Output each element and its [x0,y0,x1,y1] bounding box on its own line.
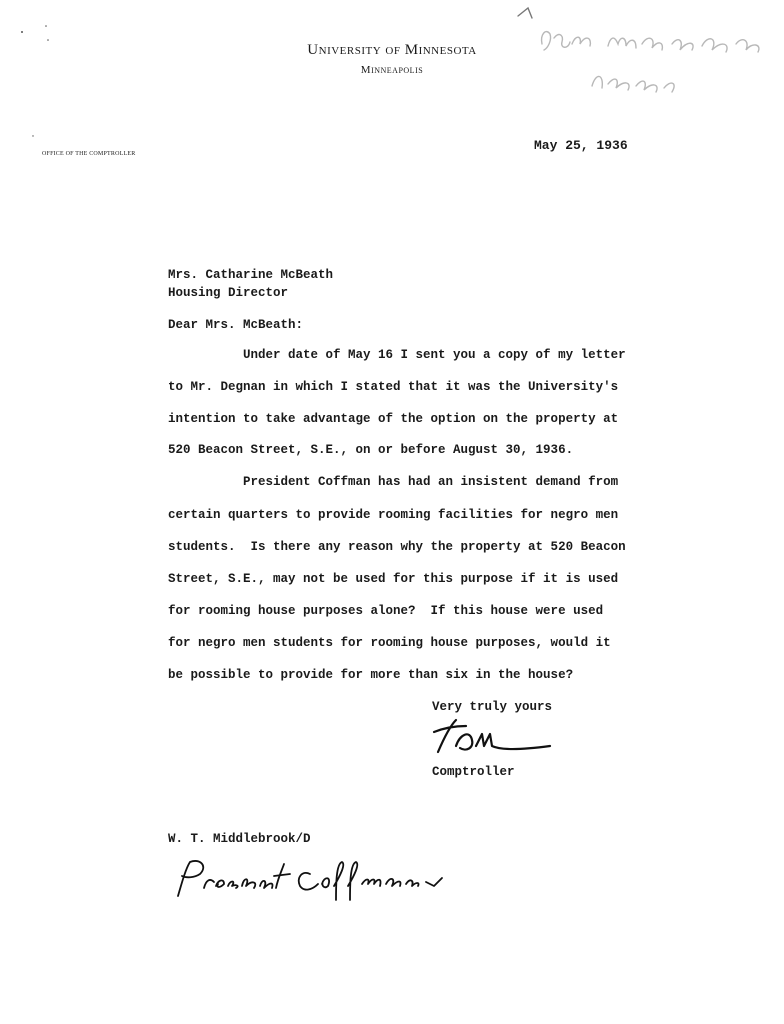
body-line: be possible to provide for more than six in the house? [168,668,574,682]
signature-title: Comptroller [432,765,515,779]
recipient-name: Mrs. Catharine McBeath [168,268,334,282]
body-line: to Mr. Degnan in which I stated that it was the University's [168,380,619,394]
typist-initials: W. T. Middlebrook/D [168,832,311,846]
recipient-title: Housing Director [168,286,289,300]
letterhead-city: Minneapolis [360,64,424,76]
body-line: Under date of May 16 I sent you a copy of my letter [168,348,626,362]
office-of-comptroller: OFFICE OF THE COMPTROLLER [42,151,136,157]
body-line: certain quarters to provide rooming facilities for negro men [168,508,619,522]
body-line: for negro men students for rooming house purposes, would it [168,636,611,650]
closing: Very truly yours [432,700,553,714]
body-line: President Coffman has had an insistent demand from [168,475,619,489]
body-line: students. Is there any reason why the property at 520 Beacon [168,540,626,554]
body-line: intention to take advantage of the option on the property at [168,412,619,426]
salutation: Dear Mrs. McBeath: [168,318,304,332]
body-line: for rooming house purposes alone? If this house were used [168,604,604,618]
letterhead-university: University of Minnesota [307,42,477,58]
body-line: Street, S.E., may not be used for this purpose if it is used [168,572,619,586]
letter-date: May 25, 1936 [534,138,628,153]
body-line: 520 Beacon Street, S.E., on or before August 30, 1936. [168,443,574,457]
